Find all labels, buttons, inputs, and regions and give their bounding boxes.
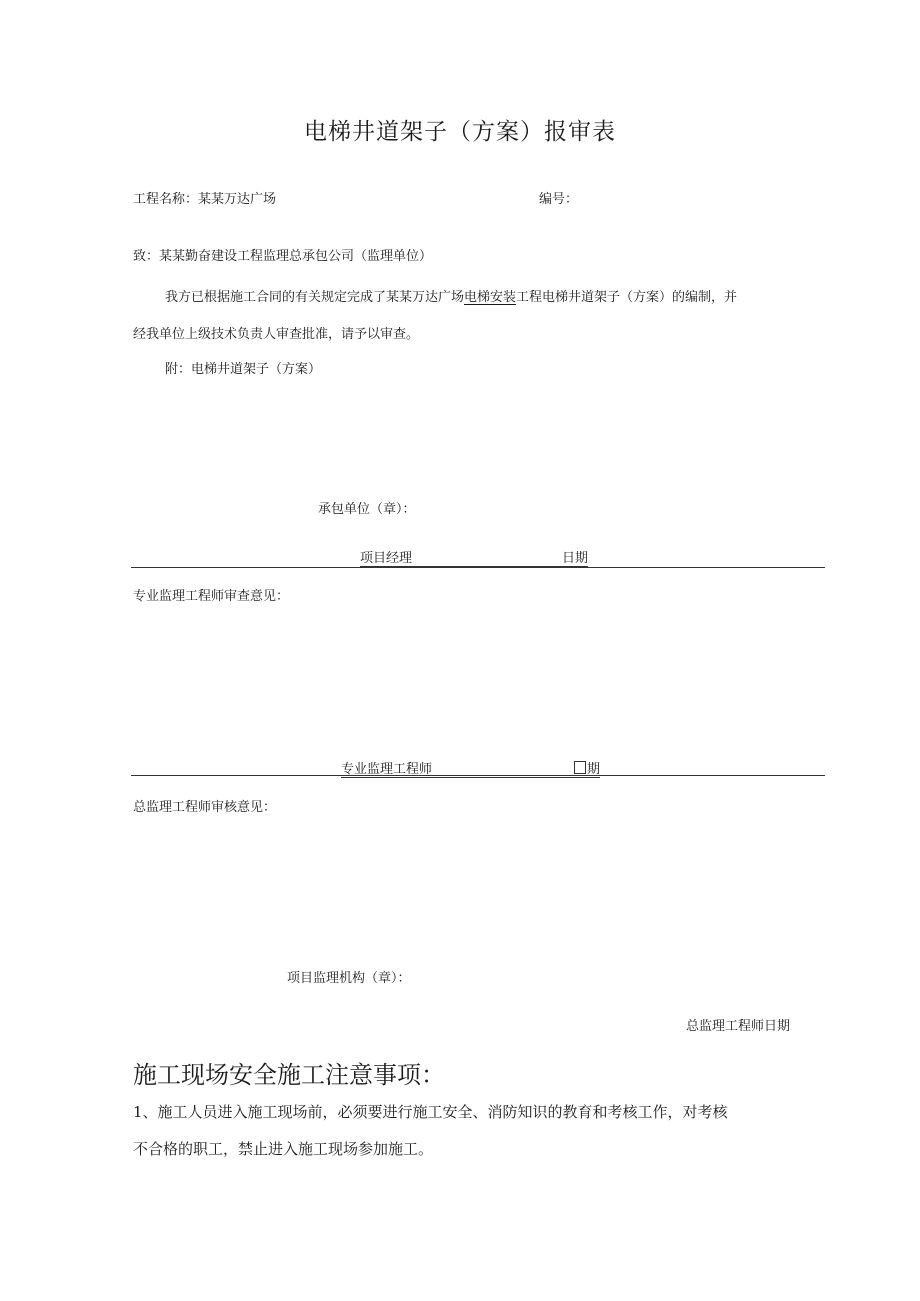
project-name: 某某万达广场	[198, 192, 277, 207]
safety-notes-heading: 施工现场安全施工注意事项：	[133, 1061, 445, 1089]
project-manager-signature-row	[360, 547, 588, 567]
number-label: 编号：	[539, 192, 579, 207]
engineer-opinion-label: 专业监理工程师审查意见：	[133, 589, 290, 604]
engineer-label: 专业监理工程师	[341, 762, 433, 777]
paragraph-line-2: 经我单位上级技术负责人审查批准，请予以审查。	[133, 327, 420, 342]
safety-note-1-line-1: 1、施工人员进入施工现场前，必须要进行施工安全、消防知识的教育和考核工作，对考核	[133, 1103, 728, 1121]
supervision-org-stamp-label: 项目监理机构（章）：	[287, 971, 411, 986]
chief-engineer-signature: 总监理工程师日期	[686, 1019, 791, 1034]
date-field: 日期	[562, 547, 588, 567]
project-row	[133, 188, 276, 207]
project-manager-line	[360, 547, 562, 567]
chief-opinion-label: 总监理工程师审核意见：	[133, 800, 277, 815]
attachment-line: 附：电梯井道架子（方案）	[165, 362, 322, 377]
addressee-line: 致：某某勤奋建设工程监理总承包公司（监理单位）	[133, 249, 433, 264]
project-manager-label: 项目经理	[360, 551, 413, 566]
paragraph-line-1	[165, 286, 737, 305]
paragraph-text-a: 我方已根据施工合同的有关规定完成了某某万达广场	[165, 290, 465, 305]
project-label: 工程名称：	[133, 192, 199, 207]
section-divider-1	[131, 567, 825, 568]
section-divider-2	[131, 775, 825, 776]
engineer-date-label: 期	[587, 762, 601, 777]
safety-note-1-line-2: 不合格的职工，禁止进入施工现场参加施工。	[133, 1140, 434, 1158]
contractor-stamp-label: 承包单位（章）：	[318, 502, 416, 517]
checkbox-icon	[574, 761, 586, 774]
paragraph-text-b: 工程电梯井道架子（方案）的编制，并	[516, 290, 738, 305]
paragraph-underlined-term: 电梯安装	[464, 290, 517, 305]
page-title: 电梯井道架子（方案）报审表	[304, 119, 616, 145]
